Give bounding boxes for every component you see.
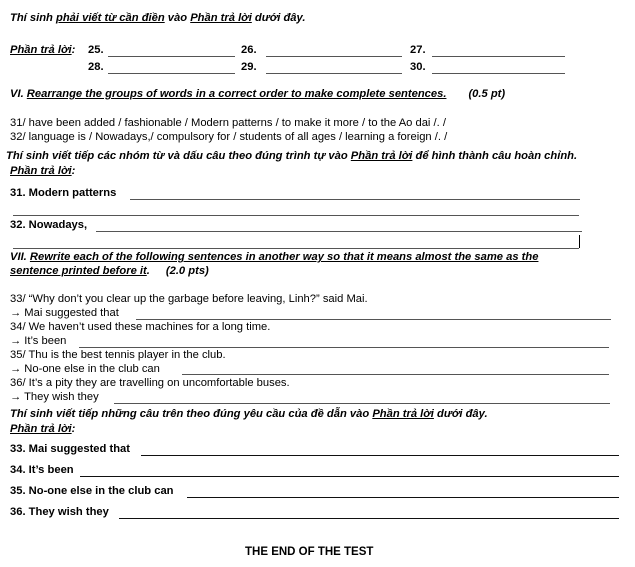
answer-35-prompt: 35. No-one else in the club can xyxy=(10,485,174,497)
answer-section-ref: Phần trả lời xyxy=(190,12,252,24)
answer-32-prompt: 32. Nowadays, xyxy=(10,219,88,231)
answer-blank-30[interactable] xyxy=(432,73,565,74)
answer-32-line-2[interactable] xyxy=(13,248,579,249)
answer-blank-28[interactable] xyxy=(108,73,235,74)
question-34-prompt: → It’s been xyxy=(10,335,67,347)
question-31: 31/ have been added / fashionable / Modern patterns / to make it more / to the Ao dai /. / xyxy=(10,117,446,129)
question-34-blank[interactable] xyxy=(79,347,609,348)
answer-blank-29[interactable] xyxy=(266,73,402,74)
question-33-prompt: → Mai suggested that xyxy=(10,307,119,319)
question-36-prompt: → They wish they xyxy=(10,391,99,403)
question-36: 36/ It’s a pity they are travelling on uncomfortable buses. xyxy=(10,377,290,389)
answer-number-30: 30. xyxy=(410,61,426,73)
answer-34-prompt: 34. It’s been xyxy=(10,464,74,476)
answer-31-prompt: 31. Modern patterns xyxy=(10,187,117,199)
answer-number-29: 29. xyxy=(241,61,257,73)
section-vii-title: Rewrite each of the following sentences in another way so that it means almost the same as the xyxy=(29,251,539,263)
question-32: 32/ language is / Nowadays,/ compulsory for / students of all ages / learning a foreign /. / xyxy=(10,131,448,143)
question-35: 35/ Thu is the best tennis player in the club. xyxy=(10,349,226,361)
answer-35-line[interactable] xyxy=(187,497,619,498)
section-v-instruction: Thí sinh phải viết từ cần điền vào Phần trả lời dưới đây. xyxy=(10,12,306,24)
question-33: 33/ “Why don’t you clear up the garbage before leaving, Linh?” said Mai. xyxy=(10,293,368,305)
section-vi-instruction: Thí sinh viết tiếp các nhóm từ và dấu câu theo đúng trình tự vào Phần trả lời để hình thành câu hoàn chỉnh. xyxy=(6,150,578,162)
answer-blank-27[interactable] xyxy=(432,56,565,57)
question-33-blank[interactable] xyxy=(136,319,611,320)
answer-33-prompt: 33. Mai suggested that xyxy=(10,443,130,455)
end-of-test: THE END OF THE TEST xyxy=(245,546,374,558)
section-vii-instruction: Thí sinh viết tiếp những câu trên theo đúng yêu cầu của đề dẫn vào Phần trả lời dưới đây. xyxy=(10,408,488,420)
answer-number-26: 26. xyxy=(241,44,257,56)
answer-31-line-1[interactable] xyxy=(130,199,580,200)
question-36-blank[interactable] xyxy=(114,403,610,404)
question-34: 34/ We haven’t used these machines for a long time. xyxy=(10,321,271,333)
section-vi-answer-label: Phần trả lời: xyxy=(10,165,76,177)
section-vii-heading: VII. Rewrite each of the following sentences in another way so that it means almost the same as the xyxy=(10,251,539,263)
answer-blank-25[interactable] xyxy=(108,56,235,57)
answer-label: Phần trả lời: xyxy=(10,44,76,56)
section-vii-heading-line2: sentence printed before it. (2.0 pts) xyxy=(10,265,209,277)
answer-33-line[interactable] xyxy=(141,455,619,456)
answer-number-25: 25. xyxy=(88,44,104,56)
answer-34-line[interactable] xyxy=(80,476,619,477)
answer-36-prompt: 36. They wish they xyxy=(10,506,109,518)
answer-number-27: 27. xyxy=(410,44,426,56)
section-vii-points: (2.0 pts) xyxy=(165,265,209,277)
section-vi-points: (0.5 pt) xyxy=(468,88,506,100)
section-vii-answer-label: Phần trả lời: xyxy=(10,423,76,435)
answer-number-28: 28. xyxy=(88,61,104,73)
section-vi-heading: VI. Rearrange the groups of words in a correct order to make complete sentences. (0.5 pt) xyxy=(10,88,506,100)
answer-36-line[interactable] xyxy=(119,518,619,519)
answer-31-line-2[interactable] xyxy=(13,215,579,216)
section-vi-title: Rearrange the groups of words in a correct order to make complete sentences. xyxy=(26,88,447,100)
answer-32-line-1[interactable] xyxy=(96,231,582,232)
instruction-emphasis: phải viết từ cần điền xyxy=(56,12,165,24)
answer-blank-26[interactable] xyxy=(266,56,402,57)
question-35-prompt: → No-one else in the club can xyxy=(10,363,160,375)
question-35-blank[interactable] xyxy=(182,374,609,375)
text-cursor xyxy=(579,235,580,248)
